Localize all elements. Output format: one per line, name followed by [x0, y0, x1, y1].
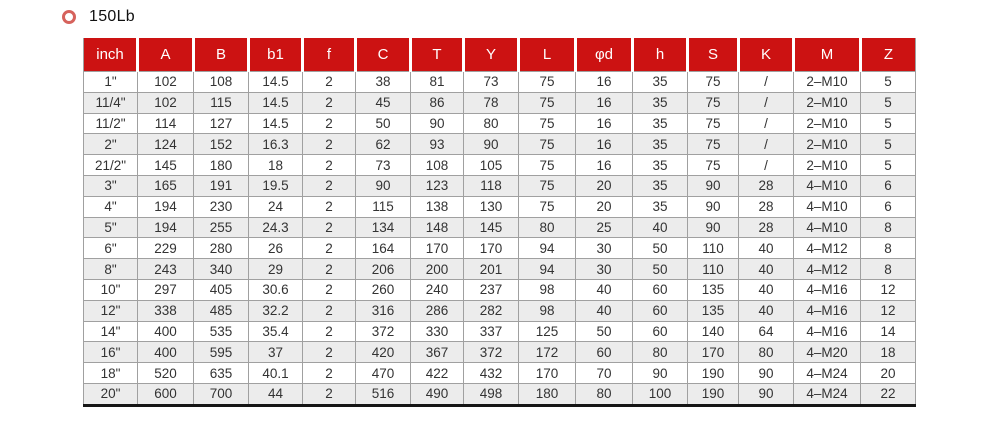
table-cell: 4" [84, 196, 138, 217]
table-cell: 4–M16 [794, 279, 861, 300]
table-cell: 8 [861, 238, 916, 259]
table-row [84, 113, 916, 134]
table-cell: 282 [464, 300, 519, 321]
table-cell: 145 [464, 217, 519, 238]
table-cell: 135 [688, 279, 739, 300]
table-cell: 60 [633, 321, 688, 342]
table-cell: 75 [519, 196, 576, 217]
table-cell: 80 [576, 383, 633, 405]
table-cell: 16 [576, 155, 633, 176]
table-cell: 286 [411, 300, 464, 321]
table-cell: 165 [138, 175, 194, 196]
table-cell: 180 [194, 155, 249, 176]
table-cell: 140 [688, 321, 739, 342]
table-cell: 170 [464, 238, 519, 259]
table-cell: 194 [138, 217, 194, 238]
table-cell: 110 [688, 259, 739, 280]
table-cell: 135 [688, 300, 739, 321]
table-cell: 4–M16 [794, 321, 861, 342]
table-cell: 170 [519, 363, 576, 384]
table-cell: 90 [739, 363, 794, 384]
table-cell: 110 [688, 238, 739, 259]
table-cell: 4–M16 [794, 300, 861, 321]
table-cell: 21/2" [84, 155, 138, 176]
table-cell: 2 [303, 155, 356, 176]
table-cell: 18" [84, 363, 138, 384]
table-cell: 237 [464, 279, 519, 300]
table-row [84, 134, 916, 155]
table-cell: 14.5 [249, 113, 303, 134]
table-cell: 4–M24 [794, 363, 861, 384]
table-cell: 2–M10 [794, 113, 861, 134]
table-cell: 40 [739, 300, 794, 321]
table-cell: 470 [356, 363, 411, 384]
table-cell: 50 [633, 259, 688, 280]
table-cell: / [739, 155, 794, 176]
table-cell: 29 [249, 259, 303, 280]
table-cell: 124 [138, 134, 194, 155]
table-cell: 108 [411, 155, 464, 176]
table-cell: 6 [861, 175, 916, 196]
table-cell: 12" [84, 300, 138, 321]
table-cell: 73 [356, 155, 411, 176]
table-cell: 260 [356, 279, 411, 300]
table-cell: 230 [194, 196, 249, 217]
table-cell: 405 [194, 279, 249, 300]
table-cell: 520 [138, 363, 194, 384]
table-cell: 134 [356, 217, 411, 238]
table-cell: 30.6 [249, 279, 303, 300]
table-cell: 28 [739, 175, 794, 196]
table-cell: 5 [861, 92, 916, 113]
table-cell: 40 [739, 279, 794, 300]
table-cell: 255 [194, 217, 249, 238]
table-cell: 62 [356, 134, 411, 155]
table-cell: 600 [138, 383, 194, 405]
table-cell: 24 [249, 196, 303, 217]
table-cell: 40 [576, 300, 633, 321]
table-cell: 190 [688, 363, 739, 384]
table-cell: 4–M24 [794, 383, 861, 405]
table-cell: 75 [519, 113, 576, 134]
table-cell: 10" [84, 279, 138, 300]
section-header [62, 6, 135, 28]
table-cell: / [739, 92, 794, 113]
table-cell: 30 [576, 238, 633, 259]
table-cell: 32.2 [249, 300, 303, 321]
table-cell: 18 [249, 155, 303, 176]
table-cell: 201 [464, 259, 519, 280]
table-cell: 595 [194, 342, 249, 363]
table-cell: 44 [249, 383, 303, 405]
table-cell: 6" [84, 238, 138, 259]
table-cell: 22 [861, 383, 916, 405]
table-cell: 40 [739, 238, 794, 259]
table-cell: 340 [194, 259, 249, 280]
table-cell: 90 [356, 175, 411, 196]
table-cell: 180 [519, 383, 576, 405]
table-cell: 50 [633, 238, 688, 259]
table-cell: 190 [688, 383, 739, 405]
table-cell: 535 [194, 321, 249, 342]
table-cell: 40 [633, 217, 688, 238]
table-cell: 90 [688, 196, 739, 217]
column-header-f: f [303, 38, 356, 72]
column-header-z: Z [861, 38, 916, 72]
table-body [84, 72, 916, 406]
table-cell: 2 [303, 113, 356, 134]
table-cell: 145 [138, 155, 194, 176]
table-cell: 90 [688, 175, 739, 196]
table-cell: 4–M10 [794, 217, 861, 238]
table-cell: 24.3 [249, 217, 303, 238]
table-cell: 2 [303, 300, 356, 321]
table-cell: 14.5 [249, 72, 303, 93]
table-cell: 19.5 [249, 175, 303, 196]
table-cell: 148 [411, 217, 464, 238]
table-row [84, 175, 916, 196]
table-cell: 90 [739, 383, 794, 405]
table-cell: 35 [633, 175, 688, 196]
table-cell: 35 [633, 72, 688, 93]
table-cell: 240 [411, 279, 464, 300]
table-cell: 243 [138, 259, 194, 280]
table-cell: 40.1 [249, 363, 303, 384]
table-cell: 35 [633, 155, 688, 176]
table-cell: 5" [84, 217, 138, 238]
table-cell: 94 [519, 259, 576, 280]
table-row [84, 155, 916, 176]
table-cell: 2 [303, 363, 356, 384]
table-cell: 90 [633, 363, 688, 384]
table-cell: 5 [861, 72, 916, 93]
table-cell: 75 [519, 134, 576, 155]
table-cell: 516 [356, 383, 411, 405]
table-cell: 206 [356, 259, 411, 280]
table-cell: 80 [464, 113, 519, 134]
table-cell: 2–M10 [794, 72, 861, 93]
table-cell: 80 [519, 217, 576, 238]
table-cell: 90 [688, 217, 739, 238]
table-cell: 86 [411, 92, 464, 113]
table-cell: 297 [138, 279, 194, 300]
table-cell: 14" [84, 321, 138, 342]
table-cell: 2 [303, 175, 356, 196]
table-cell: / [739, 72, 794, 93]
column-header-t: T [411, 38, 464, 72]
table-cell: / [739, 113, 794, 134]
table-cell: 125 [519, 321, 576, 342]
table-cell: 170 [688, 342, 739, 363]
table-cell: 4–M12 [794, 259, 861, 280]
table-row [84, 196, 916, 217]
table-cell: 8 [861, 217, 916, 238]
table-cell: 50 [576, 321, 633, 342]
table-cell: 2 [303, 196, 356, 217]
table-cell: 90 [411, 113, 464, 134]
table-cell: 16 [576, 113, 633, 134]
table-cell: 2–M10 [794, 134, 861, 155]
table-cell: 152 [194, 134, 249, 155]
table-cell: 2" [84, 134, 138, 155]
table-cell: 78 [464, 92, 519, 113]
table-cell: 490 [411, 383, 464, 405]
table-cell: 2 [303, 72, 356, 93]
column-header-l: L [519, 38, 576, 72]
table-cell: 20 [576, 196, 633, 217]
table-cell: 18 [861, 342, 916, 363]
table-cell: 93 [411, 134, 464, 155]
table-cell: 4–M10 [794, 175, 861, 196]
table-cell: 316 [356, 300, 411, 321]
table-cell: 2 [303, 279, 356, 300]
table-cell: 26 [249, 238, 303, 259]
table-cell: 200 [411, 259, 464, 280]
table-cell: 420 [356, 342, 411, 363]
table-cell: 60 [633, 279, 688, 300]
table-cell: 64 [739, 321, 794, 342]
column-header-c: C [356, 38, 411, 72]
column-header-k: K [739, 38, 794, 72]
table-cell: 108 [194, 72, 249, 93]
table-cell: 4–M12 [794, 238, 861, 259]
page-title: 150Lb [89, 8, 135, 25]
table-cell: 123 [411, 175, 464, 196]
table-cell: 400 [138, 342, 194, 363]
table-cell: 172 [519, 342, 576, 363]
table-cell: 75 [688, 72, 739, 93]
table-cell: 2–M10 [794, 155, 861, 176]
table-cell: 102 [138, 92, 194, 113]
table-cell: 4–M10 [794, 196, 861, 217]
table-cell: 40 [739, 259, 794, 280]
table-cell: 40 [576, 279, 633, 300]
table-cell: 170 [411, 238, 464, 259]
table-cell: 5 [861, 113, 916, 134]
table-cell: 118 [464, 175, 519, 196]
table-cell: 38 [356, 72, 411, 93]
table-cell: 35 [633, 92, 688, 113]
table-cell: 338 [138, 300, 194, 321]
table-row [84, 300, 916, 321]
table-cell: 191 [194, 175, 249, 196]
table-row [84, 72, 916, 93]
table-cell: 75 [519, 92, 576, 113]
table-row [84, 363, 916, 384]
table-cell: 2 [303, 238, 356, 259]
table-cell: 37 [249, 342, 303, 363]
table-cell: 28 [739, 196, 794, 217]
table-cell: 127 [194, 113, 249, 134]
table-cell: 45 [356, 92, 411, 113]
table-cell: 102 [138, 72, 194, 93]
table-cell: 2 [303, 217, 356, 238]
table-row [84, 238, 916, 259]
table-cell: 372 [464, 342, 519, 363]
table-cell: 16" [84, 342, 138, 363]
table-cell: 50 [356, 113, 411, 134]
table-cell: 105 [464, 155, 519, 176]
table-cell: 20 [861, 363, 916, 384]
column-header-y: Y [464, 38, 519, 72]
table-cell: 35 [633, 196, 688, 217]
table-cell: 35.4 [249, 321, 303, 342]
column-header-inch: inch [84, 38, 138, 72]
table-cell: 194 [138, 196, 194, 217]
table-cell: 98 [519, 300, 576, 321]
table-cell: 1" [84, 72, 138, 93]
table-cell: 60 [633, 300, 688, 321]
table-row [84, 259, 916, 280]
table-cell: 75 [688, 113, 739, 134]
table-cell: 12 [861, 279, 916, 300]
table-cell: 11/2" [84, 113, 138, 134]
table-cell: 16.3 [249, 134, 303, 155]
table-cell: 35 [633, 113, 688, 134]
table-cell: 3" [84, 175, 138, 196]
table-cell: 2 [303, 342, 356, 363]
table-cell: 372 [356, 321, 411, 342]
column-header-h: h [633, 38, 688, 72]
table-cell: 20" [84, 383, 138, 405]
table-cell: 280 [194, 238, 249, 259]
table-cell: 25 [576, 217, 633, 238]
column-header-a: A [138, 38, 194, 72]
table-cell: 30 [576, 259, 633, 280]
table-cell: 330 [411, 321, 464, 342]
table-cell: 75 [519, 155, 576, 176]
table-cell: 100 [633, 383, 688, 405]
table-cell: 14.5 [249, 92, 303, 113]
table-cell: 70 [576, 363, 633, 384]
table-cell: 367 [411, 342, 464, 363]
table-cell: 16 [576, 92, 633, 113]
table-cell: 12 [861, 300, 916, 321]
table-cell: 5 [861, 134, 916, 155]
column-header-b1: b1 [249, 38, 303, 72]
table-cell: 80 [633, 342, 688, 363]
table-cell: 28 [739, 217, 794, 238]
table-cell: 8" [84, 259, 138, 280]
table-cell: 400 [138, 321, 194, 342]
table-cell: 2 [303, 259, 356, 280]
table-cell: 229 [138, 238, 194, 259]
table-cell: 2 [303, 92, 356, 113]
table-cell: 75 [519, 72, 576, 93]
table-row [84, 279, 916, 300]
table-cell: 432 [464, 363, 519, 384]
table-cell: 114 [138, 113, 194, 134]
table-cell: 98 [519, 279, 576, 300]
table-cell: 11/4" [84, 92, 138, 113]
table-cell: / [739, 134, 794, 155]
table-cell: 115 [356, 196, 411, 217]
dimension-spec-table [83, 38, 916, 407]
table-cell: 81 [411, 72, 464, 93]
table-cell: 700 [194, 383, 249, 405]
table-cell: 115 [194, 92, 249, 113]
ring-bullet-icon [62, 10, 76, 24]
table-row [84, 92, 916, 113]
table-row [84, 217, 916, 238]
table-cell: 485 [194, 300, 249, 321]
table-cell: 635 [194, 363, 249, 384]
table-cell: 138 [411, 196, 464, 217]
table-cell: 2 [303, 134, 356, 155]
table-cell: 20 [576, 175, 633, 196]
table-cell: 2 [303, 321, 356, 342]
table-row [84, 342, 916, 363]
table-cell: 8 [861, 259, 916, 280]
table-cell: 75 [688, 134, 739, 155]
table-cell: 60 [576, 342, 633, 363]
table-cell: 2 [303, 383, 356, 405]
table-cell: 498 [464, 383, 519, 405]
table-cell: 337 [464, 321, 519, 342]
table-header-row [84, 38, 916, 72]
table-row [84, 383, 916, 405]
column-header-b: B [194, 38, 249, 72]
column-header-m: M [794, 38, 861, 72]
table-cell: 16 [576, 134, 633, 155]
table-cell: 75 [688, 92, 739, 113]
column-header-d: φd [576, 38, 633, 72]
table-cell: 75 [519, 175, 576, 196]
table-cell: 422 [411, 363, 464, 384]
table-cell: 164 [356, 238, 411, 259]
table-cell: 5 [861, 155, 916, 176]
table-cell: 2–M10 [794, 92, 861, 113]
table-cell: 14 [861, 321, 916, 342]
table-cell: 16 [576, 72, 633, 93]
column-header-s: S [688, 38, 739, 72]
table-cell: 73 [464, 72, 519, 93]
table-cell: 6 [861, 196, 916, 217]
table-cell: 75 [688, 155, 739, 176]
table-cell: 4–M20 [794, 342, 861, 363]
table-cell: 80 [739, 342, 794, 363]
table-row [84, 321, 916, 342]
table-cell: 94 [519, 238, 576, 259]
table-cell: 90 [464, 134, 519, 155]
table-cell: 35 [633, 134, 688, 155]
table-cell: 130 [464, 196, 519, 217]
